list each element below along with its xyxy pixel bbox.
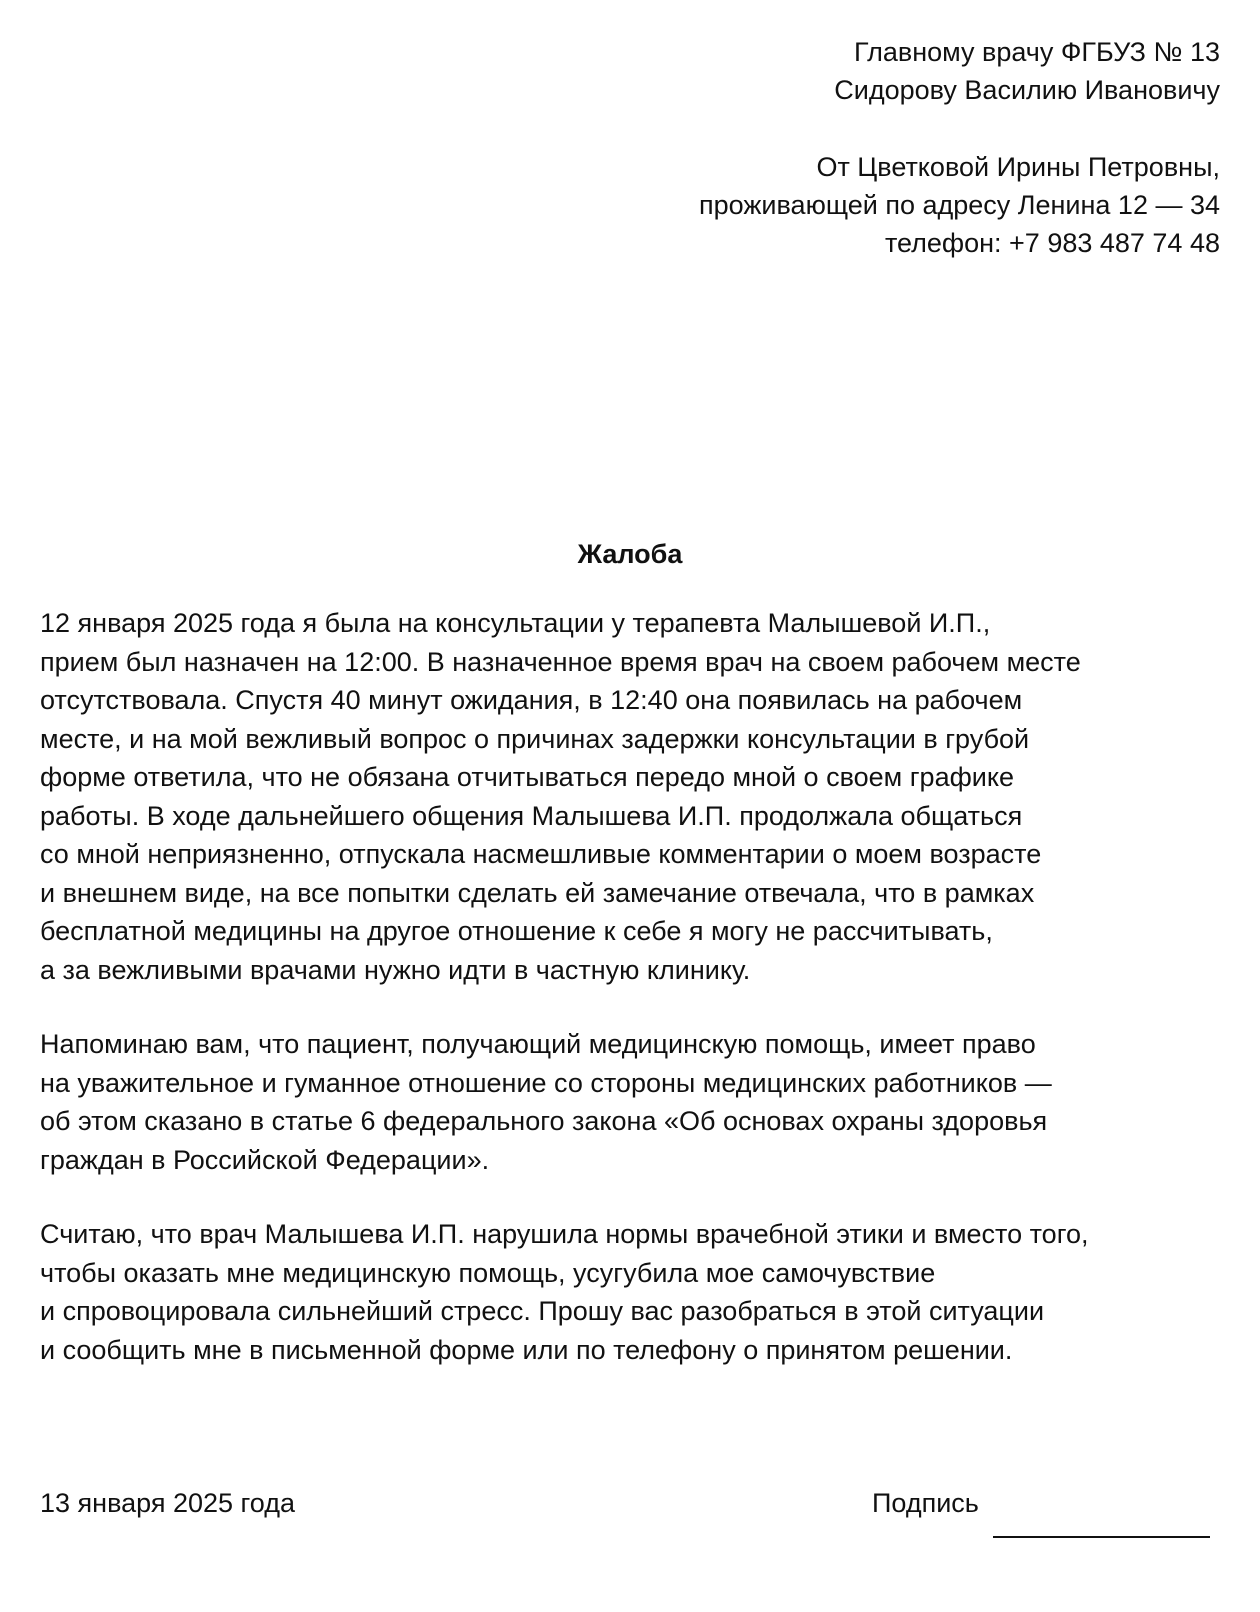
paragraph-line: об этом сказано в статье 6 федерального закона «Об основах охраны здоровья (40, 1106, 1048, 1136)
signature-label: Подпись (872, 1488, 979, 1518)
paragraph-line: форме ответила, что не обязана отчитываться передо мной о своем графике (40, 762, 1015, 792)
sender-block (699, 148, 1220, 262)
sender-line: телефон: +7 983 487 74 48 (884, 228, 1220, 258)
signature-line (993, 1536, 1210, 1538)
paragraph-line: чтобы оказать мне медицинскую помощь, усугубила мое самочувствие (40, 1257, 936, 1288)
recipient-line: Сидорову Василию Ивановичу (834, 75, 1220, 105)
paragraph-line: а за вежливыми врачами нужно идти в частную клинику. (40, 954, 751, 985)
paragraph-line: Считаю, что врач Малышева И.П. нарушила нормы врачебной этики и вместо того, (40, 1219, 1089, 1249)
document-title: Жалоба (577, 539, 683, 569)
paragraph-line: и внешнем виде, на все попытки сделать ей замечание отвечала, что в рамках (40, 877, 1035, 908)
paragraph-line: Напоминаю вам, что пациент, получающий медицинскую помощь, имеет право (40, 1029, 1036, 1059)
recipient-block (834, 33, 1220, 109)
paragraph-line: 12 января 2025 года я была на консультации у терапевта Малышевой И.П., (40, 608, 991, 638)
paragraph-line: со мной неприязненно, отпускала насмешливые комментарии о моем возрасте (40, 839, 1042, 869)
paragraph-line: и спровоцировала сильнейший стресс. Прошу вас разобраться в этой ситуации (40, 1296, 1045, 1326)
paragraph-line: на уважительное и гуманное отношение со стороны медицинских работников — (40, 1067, 1052, 1098)
paragraph-line: отсутствовала. Спустя 40 минут ожидания, в 12:40 она появилась на рабочем (40, 685, 1023, 715)
paragraph-line: месте, и на мой вежливый вопрос о причинах задержки консультации в грубой (40, 723, 1030, 754)
sender-line: проживающей по адресу Ленина 12 — 34 (699, 190, 1220, 220)
paragraph-line: прием был назначен на 12:00. В назначенное время врач на своем рабочем месте (40, 646, 1081, 677)
recipient-line: Главному врачу ФГБУЗ № 13 (854, 37, 1220, 67)
paragraph-line: бесплатной медицины на другое отношение к себе я могу не рассчитывать, (40, 916, 993, 946)
sender-line: От Цветковой Ирины Петровны, (816, 152, 1220, 182)
document-date: 13 января 2025 года (40, 1488, 295, 1518)
paragraph-line: работы. В ходе дальнейшего общения Малышева И.П. продолжала общаться (40, 800, 1023, 831)
paragraph-line: граждан в Российской Федерации». (40, 1144, 490, 1175)
paragraph-2 (40, 1025, 1240, 1179)
paragraph-line: и сообщить мне в письменной форме или по телефону о принятом решении. (40, 1334, 1013, 1365)
paragraph-1 (40, 604, 1240, 989)
paragraph-3 (40, 1215, 1240, 1369)
